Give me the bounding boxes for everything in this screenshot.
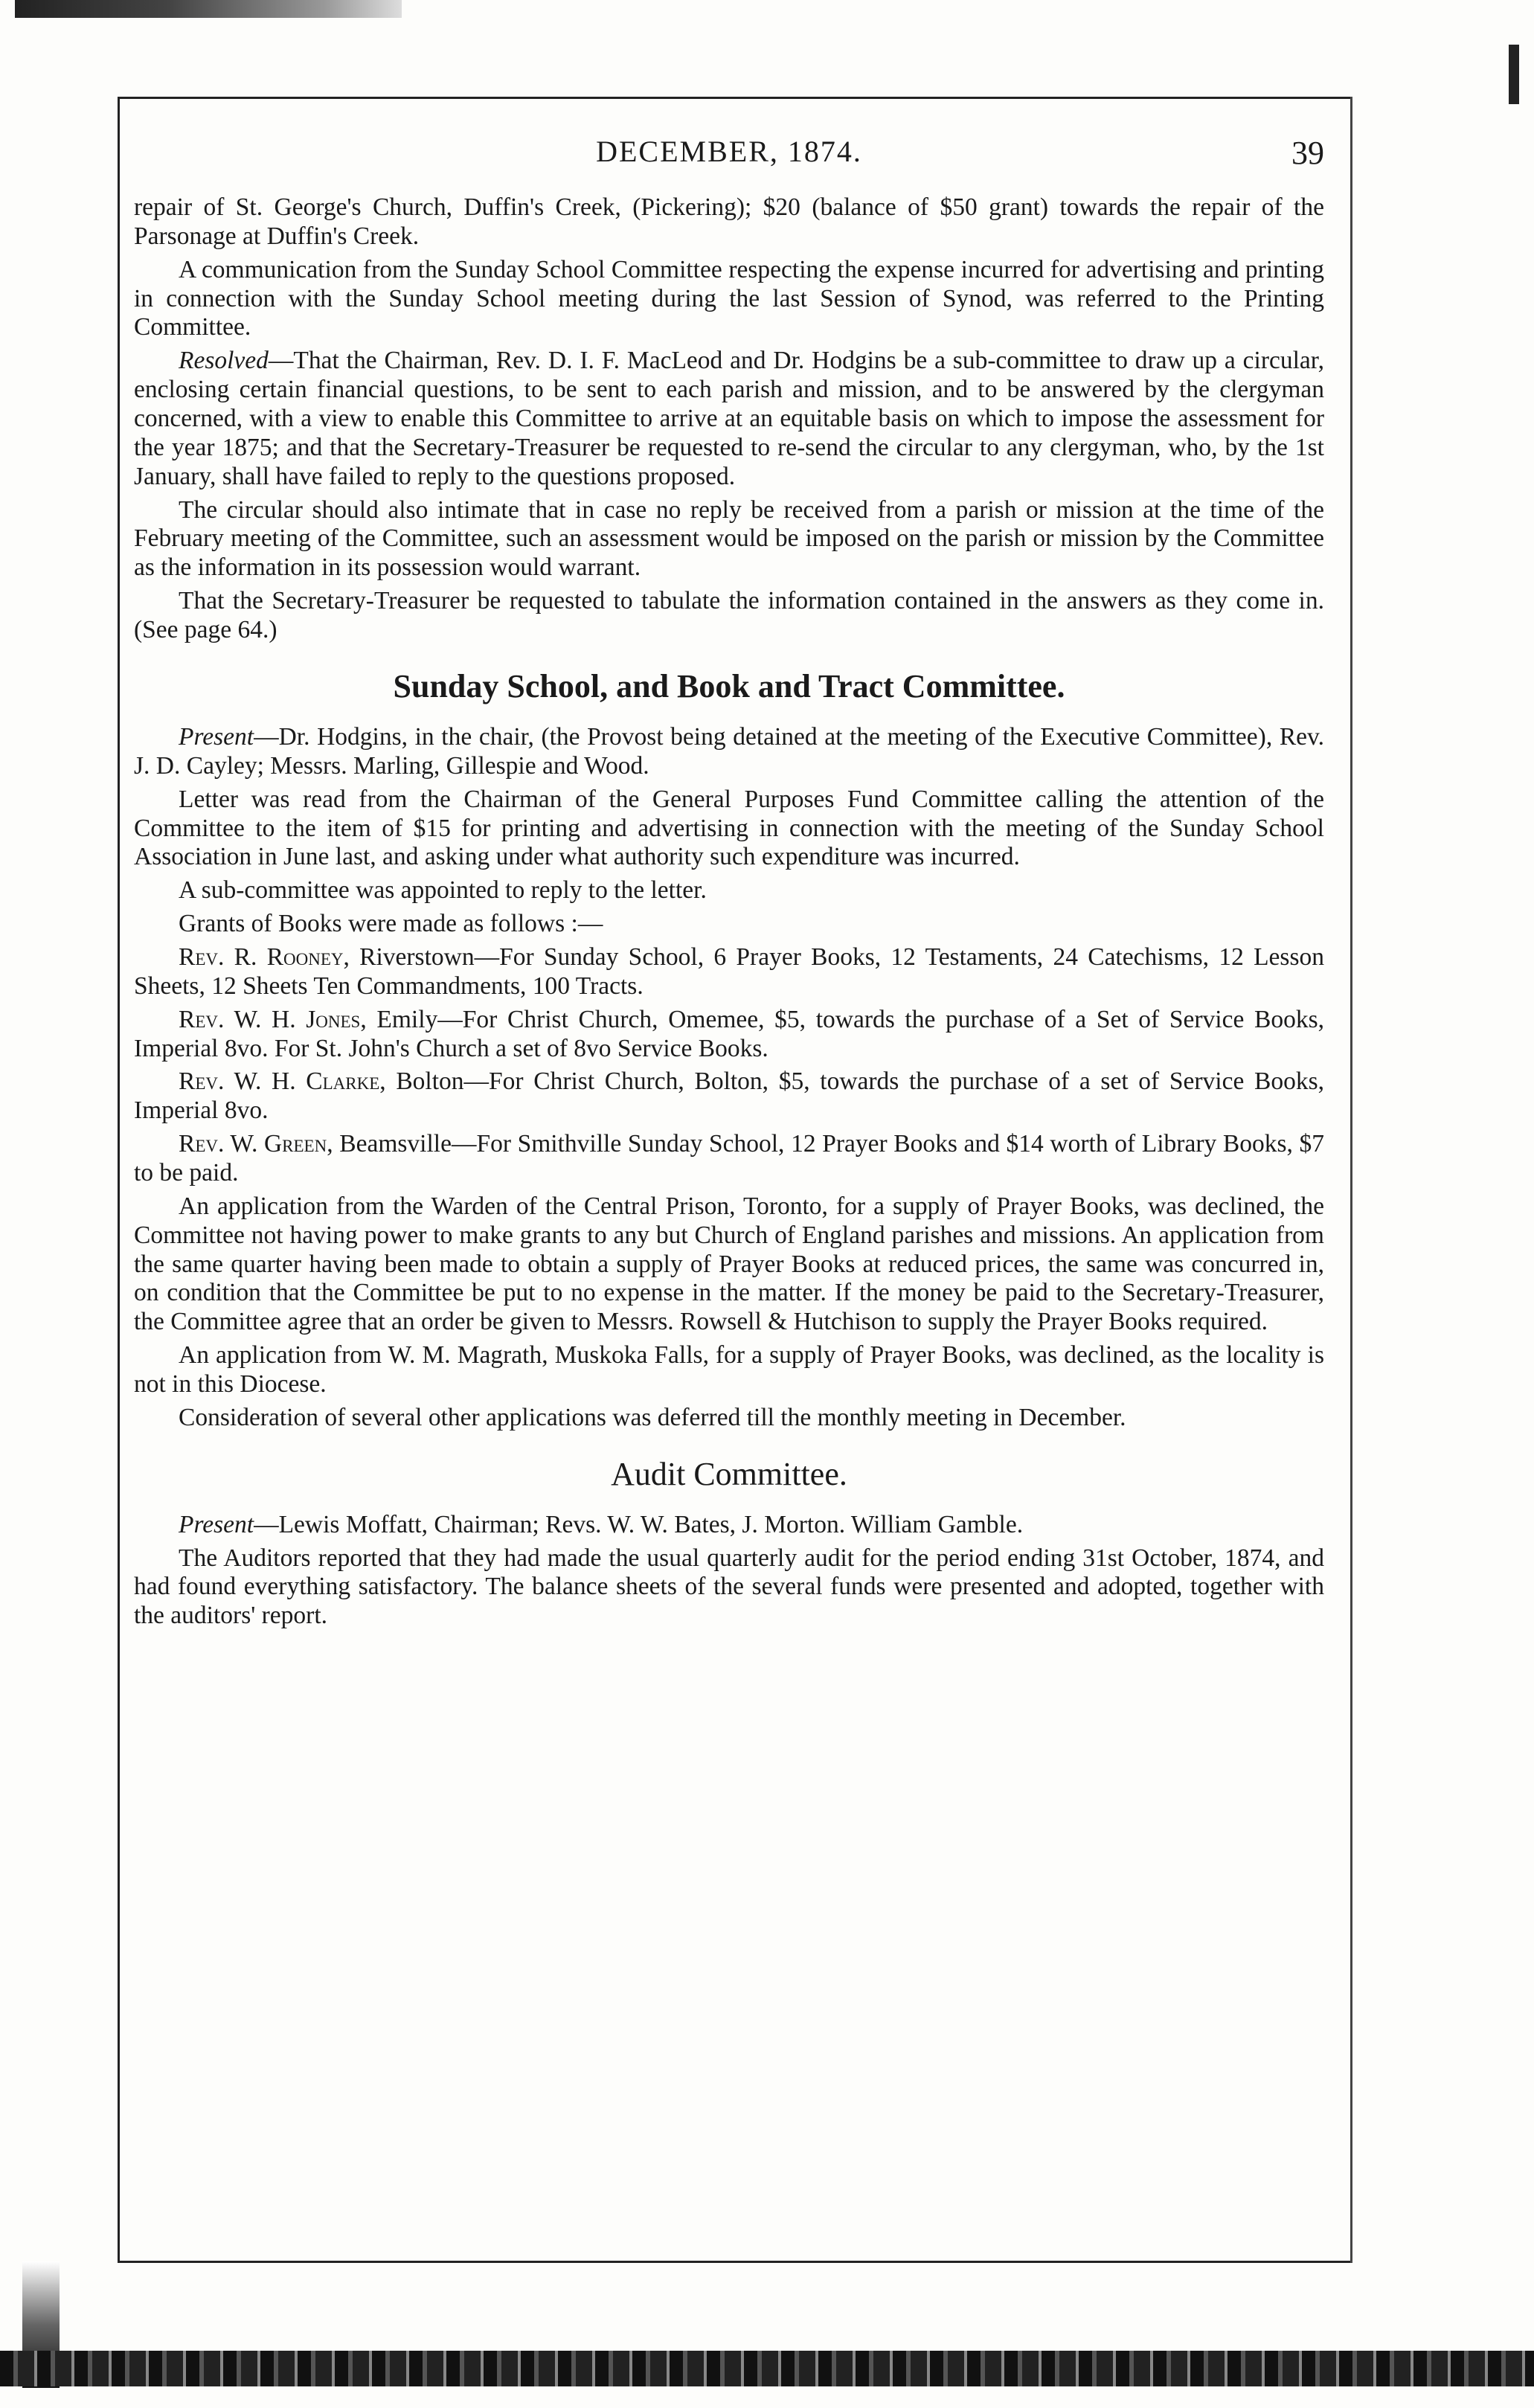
paragraph-text: An application from W. M. Magrath, Muskoka Falls, for a supply of Prayer Books, was declined, as the locality is not in this Diocese. — [134, 1341, 1324, 1398]
page-frame-right — [1350, 97, 1352, 2263]
paragraph — [134, 1544, 1324, 1631]
paragraph — [134, 1130, 1324, 1188]
document-body — [134, 193, 1324, 1631]
paragraph — [134, 943, 1324, 1001]
paragraph — [134, 193, 1324, 251]
paragraph — [134, 876, 1324, 905]
running-head — [134, 134, 1324, 193]
grantee-name: Rev. W. H. Clarke — [179, 1067, 380, 1096]
paragraph — [134, 1341, 1324, 1399]
paragraph-text: The Auditors reported that they had made the usual quarterly audit for the period ending 31st October, 1874, and had found everything satisfactory. The balance sheets of the several funds were presented and adopted, together with the auditors' report. — [134, 1544, 1324, 1630]
paragraph-text: A sub-committee was appointed to reply to the letter. — [179, 876, 707, 905]
paragraph-text: The circular should also intimate that in case no reply be received from a parish or mission at the time of the February meeting of the Committee, such an assessment would be imposed on the parish or mission by the Committee as the information in its possession would warrant. — [134, 495, 1324, 582]
paragraph — [134, 587, 1324, 645]
document-page — [134, 112, 1324, 2269]
scan-artifact-edge — [1509, 45, 1519, 104]
paragraph-lead: Present — [179, 722, 254, 751]
paragraph-text: A communication from the Sunday School Committee respecting the expense incurred for advertising and printing in connection with the Sunday School meeting during the last Session of Synod, was referred to the Printing Committee. — [134, 255, 1324, 341]
paragraph-text: Letter was read from the Chairman of the General Purposes Fund Committee calling the attention of the Committee to the item of $15 for printing and advertising in connection with the meeting of the Sunday School Association in June last, and asking under what authority such expenditure was incurred. — [134, 785, 1324, 871]
paragraph — [134, 496, 1324, 583]
paragraph — [134, 1192, 1324, 1337]
paragraph-text: , Emily—For Christ Church, Omemee, $5, towards the purchase of a Set of Service Books, Imperial 8vo. For St. John's Church a set of 8vo Service Books. — [134, 1005, 1325, 1062]
paragraph — [134, 347, 1324, 491]
section-heading: Sunday School, and Book and Tract Committee. — [393, 667, 1065, 704]
paragraph — [134, 1404, 1324, 1433]
paragraph-text: Consideration of several other applications was deferred till the monthly meeting in December. — [179, 1403, 1126, 1431]
grantee-name: Rev. W. Green — [179, 1130, 327, 1158]
paragraph — [134, 1006, 1324, 1064]
page-title: DECEMBER, 1874. — [596, 135, 862, 168]
scan-artifact-top — [15, 0, 402, 18]
paragraph — [134, 910, 1324, 939]
paragraph — [134, 256, 1324, 343]
paragraph-text: Grants of Books were made as follows :— — [179, 910, 603, 938]
scan-artifact-bottom — [0, 2351, 1534, 2386]
paragraph-text: —Dr. Hodgins, in the chair, (the Provost being detained at the meeting of the Executive Committee), Rev. J. D. Cayley; Messrs. Marling, Gillespie and Wood. — [134, 722, 1324, 780]
page-number: 39 — [1291, 135, 1324, 171]
paragraph-text: An application from the Warden of the Central Prison, Toronto, for a supply of Prayer Books, was declined, the Committee not having power to make grants to any but Church of England parishes and missions. An application from the same quarter having been made to obtain a supply of Prayer Books at reduced prices, the same was concurred in, on condition that the Committee be put to no expense in the matter. If the money be paid to the Secretary-Treasurer, the Committee agree that an order be given to Messrs. Rowsell & Hutchison to supply the Prayer Books required. — [134, 1192, 1324, 1336]
paragraph — [134, 1511, 1324, 1540]
paragraph — [134, 1067, 1324, 1126]
section-heading: Audit Committee. — [611, 1455, 847, 1492]
paragraph — [134, 786, 1324, 873]
paragraph-text: , Bolton—For Christ Church, Bolton, $5, towards the purchase of a set of Service Books, Imperial 8vo. — [134, 1067, 1324, 1125]
paragraph-lead: Resolved — [179, 347, 269, 375]
paragraph-text: That the Secretary-Treasurer be requested to tabulate the information contained in the answers as they come in. (See page 64.) — [134, 587, 1324, 644]
paragraph-lead: Present — [179, 1510, 254, 1538]
paragraph-text: repair of St. George's Church, Duffin's Creek, (Pickering); $20 (balance of $50 grant) towards the repair of the Parsonage at Duffin's Creek. — [134, 193, 1324, 250]
paragraph-text: —Lewis Moffatt, Chairman; Revs. W. W. Bates, J. Morton. William Gamble. — [254, 1510, 1024, 1538]
paragraph — [134, 723, 1324, 781]
paragraph-text: , Beamsville—For Smithville Sunday School, 12 Prayer Books and $14 worth of Library Books, $7 to be paid. — [134, 1130, 1325, 1187]
paragraph-text: —That the Chairman, Rev. D. I. F. MacLeod and Dr. Hodgins be a sub-committee to draw up a circular, enclosing certain financial questions, to be sent to each parish and mission, and to be answered by the clergyman concerned, with a view to enable this Committee to arrive at an equitable basis on which to impose the assessment for the year 1875; and that the Secretary-Treasurer be requested to re-send the circular to any clergyman, who, by the 1st January, shall have failed to reply to the questions proposed. — [134, 347, 1324, 490]
grantee-name: Rev. R. Rooney — [179, 943, 344, 971]
grantee-name: Rev. W. H. Jones — [179, 1005, 361, 1033]
paragraph-text: , Riverstown—For Sunday School, 6 Prayer Books, 12 Testaments, 24 Catechisms, 12 Lesson Sheets, 12 Sheets Ten Commandments, 100 Tracts. — [134, 943, 1324, 1000]
